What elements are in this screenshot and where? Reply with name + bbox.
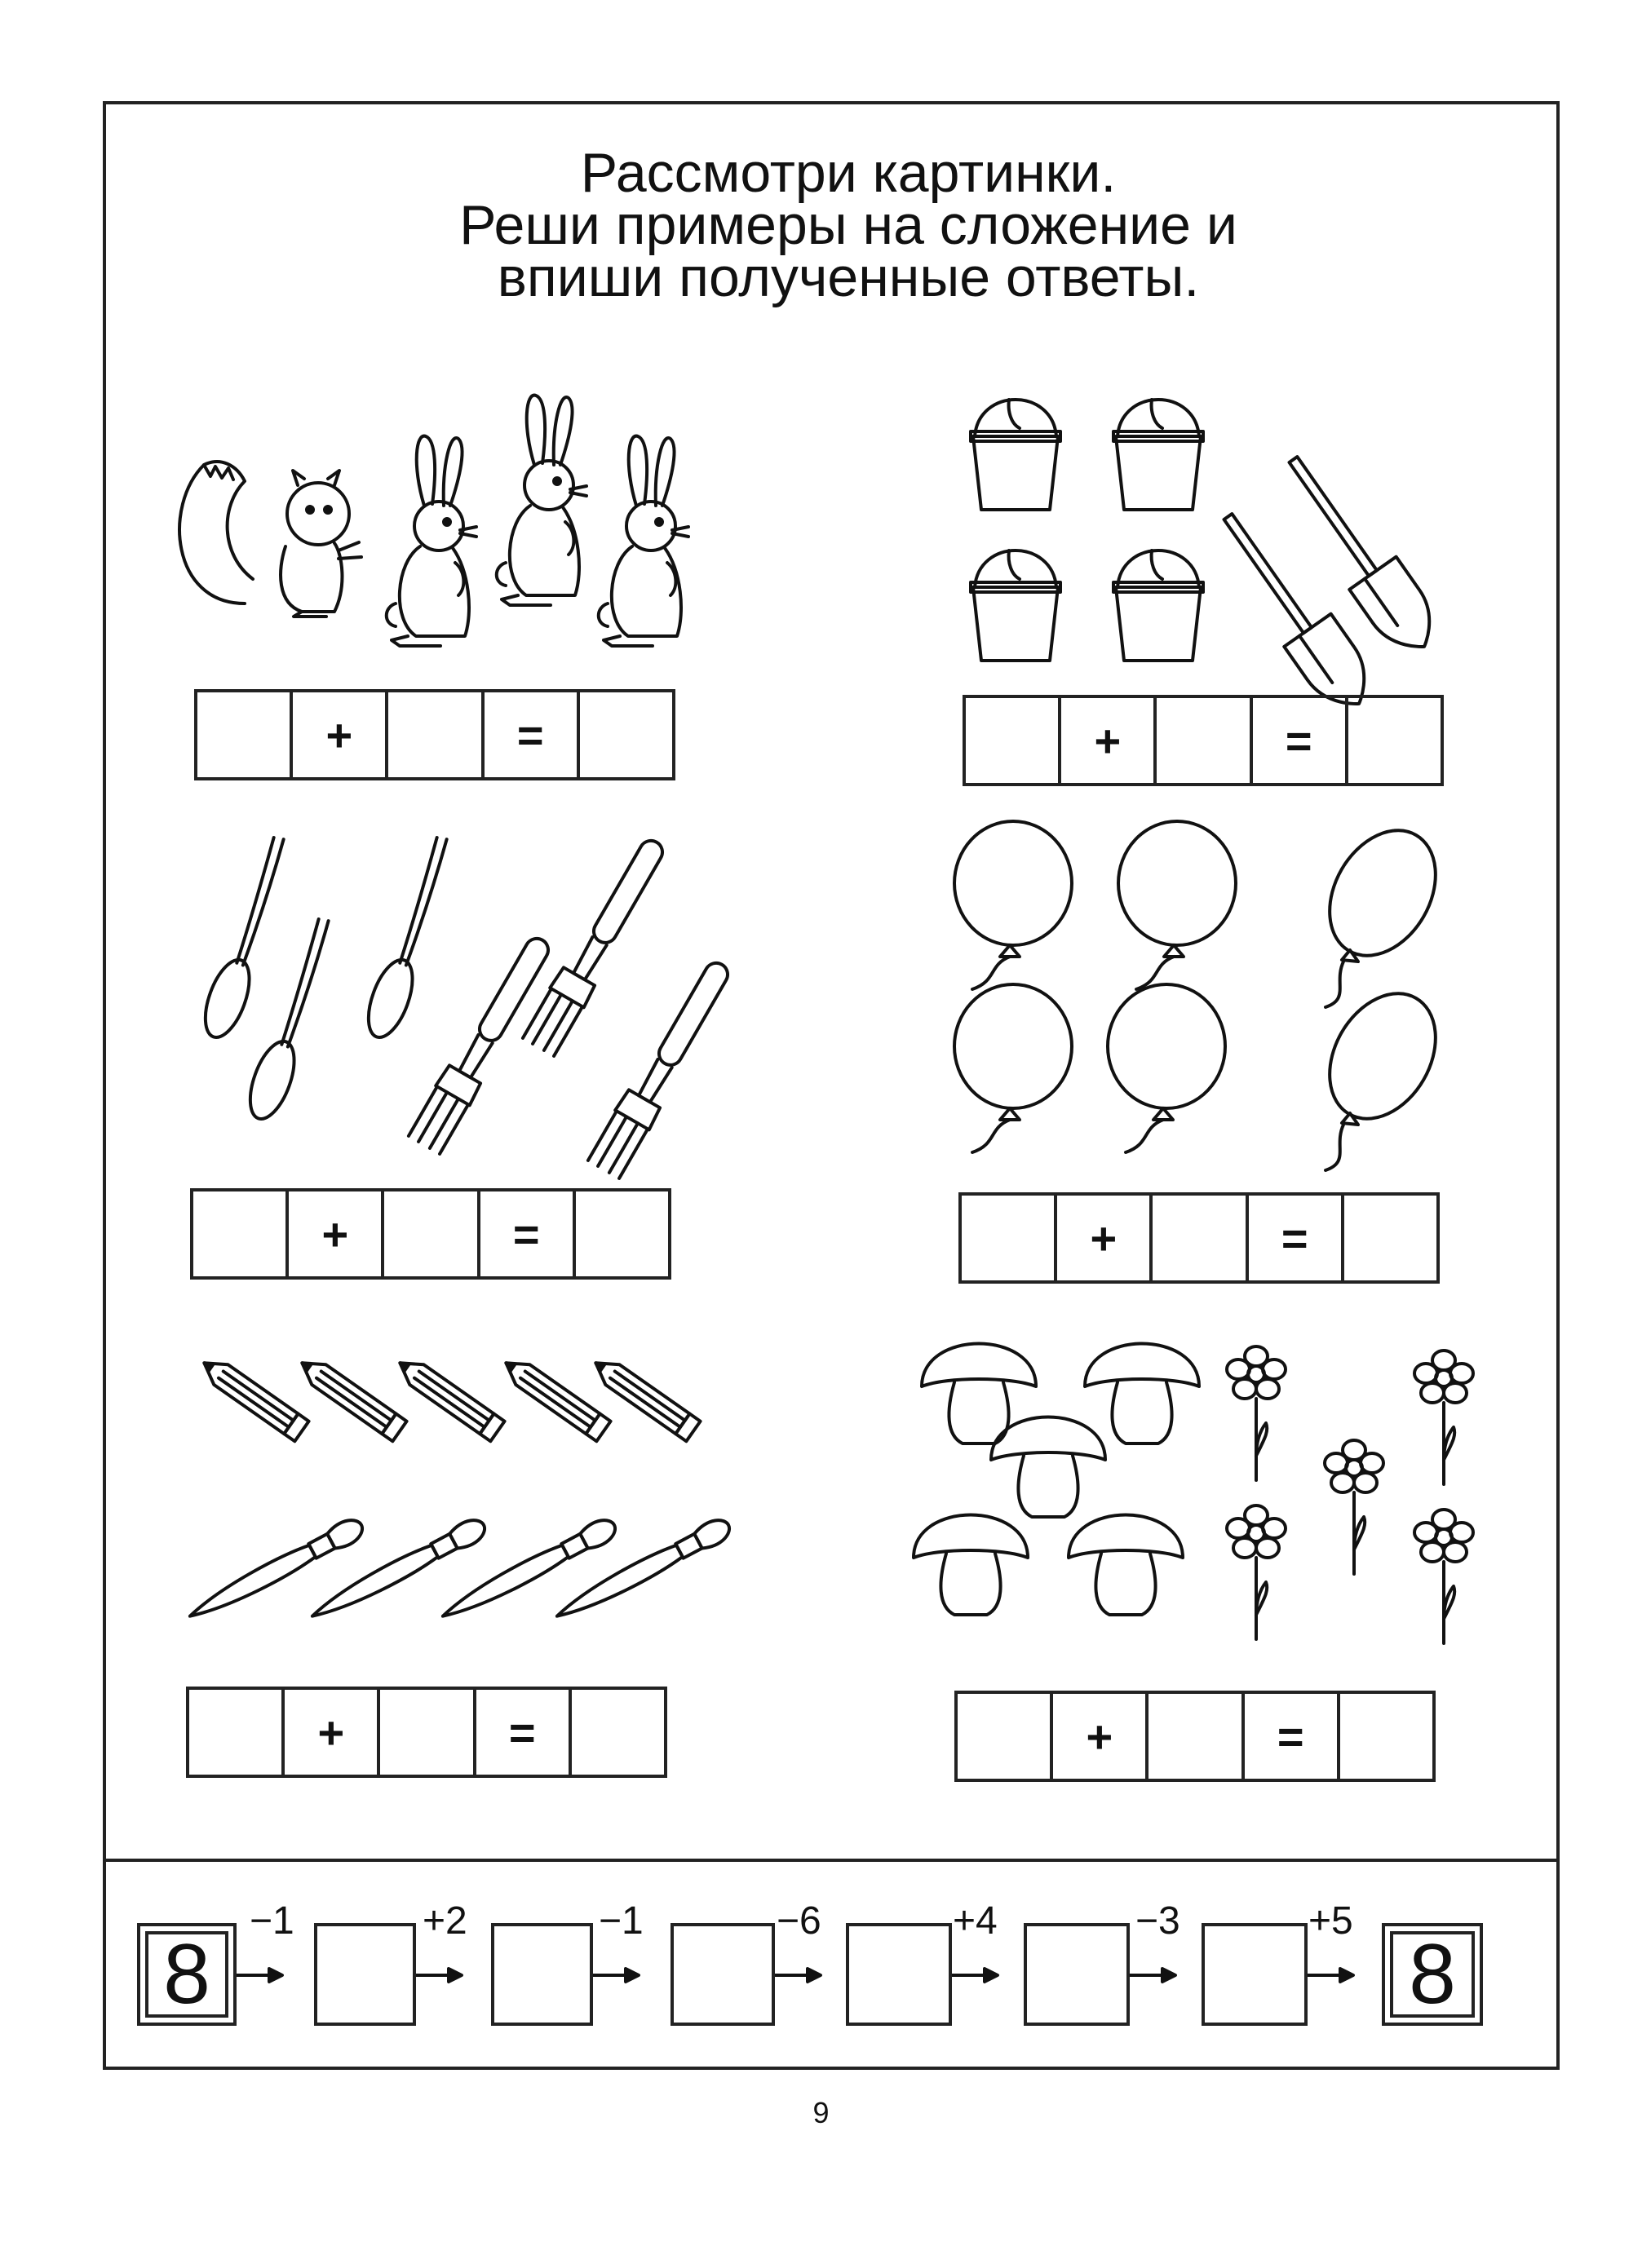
flower-icon <box>1227 1346 1286 1480</box>
bucket-icon <box>971 550 1060 661</box>
instruction-line-3: впиши полученные ответы. <box>497 246 1200 308</box>
flower-icon <box>1414 1351 1473 1484</box>
equals-sign: = <box>476 1690 572 1775</box>
equals-sign: = <box>1253 698 1348 783</box>
answer-box[interactable] <box>962 1196 1057 1280</box>
page-number: 9 <box>812 2096 830 2129</box>
arrow-right-icon <box>1130 1969 1175 1982</box>
answer-box[interactable] <box>576 1191 668 1276</box>
bucket-icon <box>1113 550 1203 661</box>
chain-operation: −3 <box>1135 1899 1180 1943</box>
arrow-right-icon <box>775 1969 821 1982</box>
instruction-line-1: Рассмотри картинки. <box>580 142 1117 204</box>
arrow-right-icon <box>1308 1969 1353 1982</box>
arrow-right-icon <box>416 1969 462 1982</box>
chain-answer-box[interactable] <box>1024 1923 1130 2026</box>
answer-box[interactable] <box>384 1191 480 1276</box>
answer-box[interactable] <box>1340 1694 1432 1779</box>
bucket-icon <box>971 400 1060 510</box>
answer-box[interactable] <box>193 1191 289 1276</box>
rabbit-icon <box>599 436 688 646</box>
rabbit-icon <box>497 396 586 605</box>
chain-operation: +4 <box>953 1899 998 1943</box>
equals-sign: = <box>1245 1694 1340 1779</box>
flower-icon <box>1227 1505 1286 1639</box>
plus-sign: + <box>293 692 388 777</box>
equals-sign: = <box>480 1191 576 1276</box>
fork-icon <box>586 955 739 1179</box>
answer-box[interactable] <box>958 1694 1053 1779</box>
spoon-icon <box>360 833 465 1043</box>
pencil-icon <box>393 1353 505 1441</box>
fork-icon <box>521 833 674 1057</box>
chain-operation: −6 <box>777 1899 821 1943</box>
chain-start-number: 8 <box>137 1923 237 2026</box>
chain-answer-box[interactable] <box>314 1923 416 2026</box>
equation-animals <box>194 689 675 780</box>
plus-sign: + <box>285 1690 380 1775</box>
plus-sign: + <box>1061 698 1157 783</box>
answer-box[interactable] <box>1149 1694 1244 1779</box>
equals-sign: = <box>1249 1196 1344 1280</box>
spoon-icon <box>197 833 302 1043</box>
equation-cutlery <box>190 1188 671 1280</box>
shovel-icon <box>1205 500 1383 720</box>
chain-answer-box[interactable] <box>846 1923 952 2026</box>
answer-box[interactable] <box>1153 1196 1248 1280</box>
balloon-icon <box>1308 811 1457 1007</box>
equation-art-supplies <box>186 1687 667 1778</box>
answer-box[interactable] <box>572 1690 664 1775</box>
mushroom-icon <box>914 1515 1028 1616</box>
answer-box[interactable] <box>1344 1196 1436 1280</box>
chain-end-number: 8 <box>1382 1923 1483 2026</box>
paintbrush-icon <box>437 1514 619 1626</box>
mushroom-icon <box>1069 1515 1183 1616</box>
flower-icon <box>1414 1510 1473 1643</box>
answer-box[interactable] <box>388 692 484 777</box>
answer-box[interactable] <box>966 698 1061 783</box>
mushroom-icon <box>991 1417 1105 1518</box>
arrow-right-icon <box>237 1969 282 1982</box>
plus-sign: + <box>1057 1196 1153 1280</box>
instruction-line-2: Реши примеры на сложение и <box>459 194 1237 256</box>
mushroom-icon <box>1085 1344 1199 1444</box>
answer-box[interactable] <box>380 1690 476 1775</box>
fork-icon <box>407 931 560 1155</box>
plus-sign: + <box>289 1191 384 1276</box>
flower-icon <box>1325 1440 1383 1574</box>
answer-box[interactable] <box>580 692 672 777</box>
pencil-icon <box>499 1353 611 1441</box>
equation-garden-tools <box>963 695 1444 786</box>
shovel-icon <box>1270 443 1448 663</box>
rabbit-icon <box>387 436 476 646</box>
balloon-icon <box>954 984 1072 1152</box>
mushroom-icon <box>922 1344 1036 1444</box>
chain-answer-box[interactable] <box>1202 1923 1308 2026</box>
arrow-right-icon <box>952 1969 998 1982</box>
arrow-right-icon <box>593 1969 639 1982</box>
balloon-icon <box>1118 821 1236 989</box>
answer-box[interactable] <box>1157 698 1252 783</box>
equation-nature <box>954 1691 1436 1782</box>
balloon-icon <box>954 821 1072 989</box>
chain-answer-box[interactable] <box>671 1923 775 2026</box>
answer-box[interactable] <box>1348 698 1441 783</box>
paintbrush-icon <box>551 1514 733 1626</box>
chain-answer-box[interactable] <box>491 1923 593 2026</box>
pencil-icon <box>295 1353 407 1441</box>
pencil-icon <box>197 1353 309 1441</box>
equation-balloons <box>958 1192 1440 1284</box>
spoon-icon <box>241 915 347 1125</box>
plus-sign: + <box>1053 1694 1149 1779</box>
chain-operation: +2 <box>423 1899 467 1943</box>
bucket-icon <box>1113 400 1203 510</box>
balloon-icon <box>1108 984 1225 1152</box>
chain-operation: −1 <box>250 1899 294 1943</box>
squirrel-icon <box>179 462 361 617</box>
chain-operation: −1 <box>599 1899 644 1943</box>
answer-box[interactable] <box>189 1690 285 1775</box>
chain-operation: +5 <box>1308 1899 1353 1943</box>
equals-sign: = <box>485 692 580 777</box>
answer-box[interactable] <box>197 692 293 777</box>
